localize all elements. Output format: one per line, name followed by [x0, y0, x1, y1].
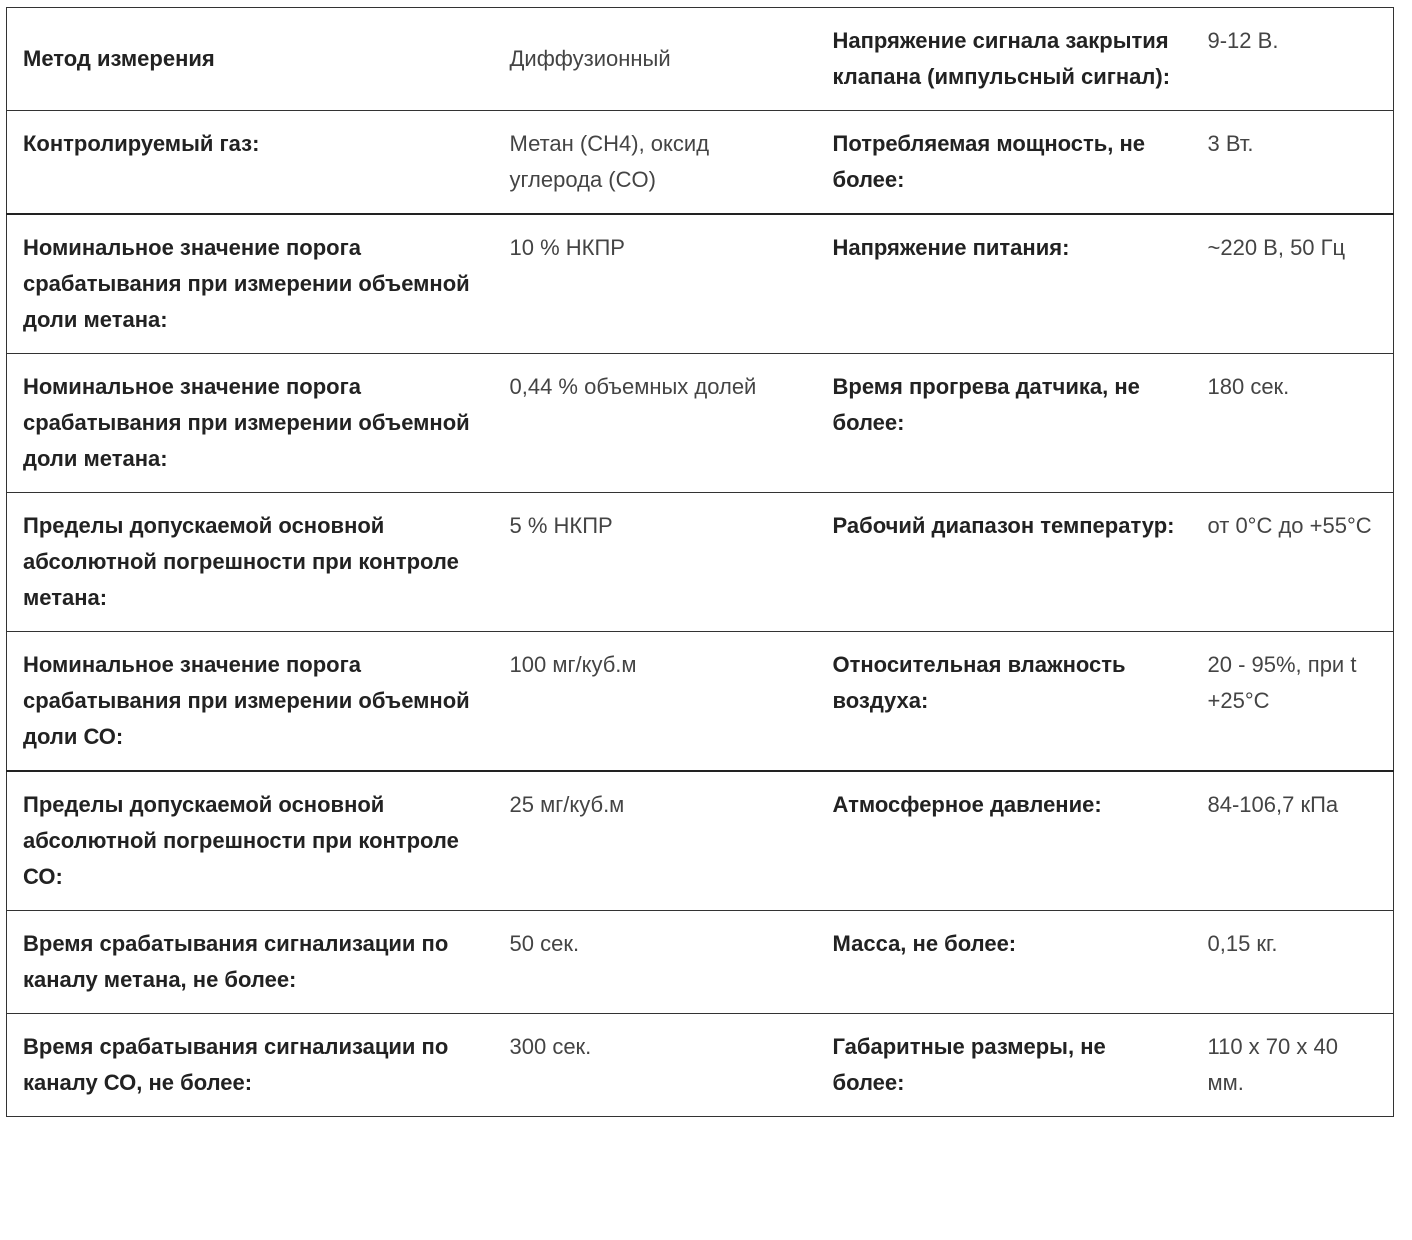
row-value-right: 84-106,7 кПа — [1192, 771, 1394, 911]
row-value-right: 3 Вт. — [1192, 111, 1394, 215]
row-label-left: Номинальное значение порога срабатывания при измерении объемной доли метана: — [7, 214, 494, 354]
row-label-right: Напряжение сигнала закрытия клапана (импульсный сигнал): — [817, 8, 1192, 111]
row-label-left: Пределы допускаемой основной абсолютной погрешности при контроле СО: — [7, 771, 494, 911]
row-value-left: 25 мг/куб.м — [494, 771, 817, 911]
row-label-right: Время прогрева датчика, не более: — [817, 354, 1192, 493]
row-value-left: 100 мг/куб.м — [494, 632, 817, 772]
row-value-left: Метан (CH4), оксид углерода (CO) — [494, 111, 817, 215]
row-value-right: 20 - 95%, при t +25°С — [1192, 632, 1394, 772]
spec-table — [6, 7, 1394, 1117]
row-label-right: Габаритные размеры, не более: — [817, 1014, 1192, 1117]
row-value-right: от 0°С до +55°С — [1192, 493, 1394, 632]
row-label-left: Номинальное значение порога срабатывания при измерении объемной доли СО: — [7, 632, 494, 772]
table-row — [7, 632, 1394, 772]
table-row — [7, 354, 1394, 493]
row-value-right: 0,15 кг. — [1192, 911, 1394, 1014]
row-label-left: Время срабатывания сигнализации по каналу СО, не более: — [7, 1014, 494, 1117]
row-value-left: 10 % НКПР — [494, 214, 817, 354]
row-label-right: Напряжение питания: — [817, 214, 1192, 354]
row-label-left: Номинальное значение порога срабатывания при измерении объемной доли метана: — [7, 354, 494, 493]
table-row — [7, 1014, 1394, 1117]
row-value-right: 180 сек. — [1192, 354, 1394, 493]
row-value-right: 110 х 70 х 40 мм. — [1192, 1014, 1394, 1117]
row-label-left: Пределы допускаемой основной абсолютной погрешности при контроле метана: — [7, 493, 494, 632]
table-row — [7, 493, 1394, 632]
row-value-left: 50 сек. — [494, 911, 817, 1014]
table-row — [7, 911, 1394, 1014]
row-label-right: Потребляемая мощность, не более: — [817, 111, 1192, 215]
row-value-left: 0,44 % объемных долей — [494, 354, 817, 493]
row-value-right: ~220 В, 50 Гц — [1192, 214, 1394, 354]
row-value-left: Диффузионный — [494, 8, 817, 111]
row-value-right: 9-12 В. — [1192, 8, 1394, 111]
table-row — [7, 771, 1394, 911]
table-row — [7, 111, 1394, 215]
table-row — [7, 8, 1394, 111]
row-value-left: 5 % НКПР — [494, 493, 817, 632]
row-value-left: 300 сек. — [494, 1014, 817, 1117]
row-label-left: Время срабатывания сигнализации по каналу метана, не более: — [7, 911, 494, 1014]
row-label-left: Метод измерения — [7, 8, 494, 111]
row-label-right: Масса, не более: — [817, 911, 1192, 1014]
table-row — [7, 214, 1394, 354]
row-label-right: Относительная влажность воздуха: — [817, 632, 1192, 772]
row-label-right: Атмосферное давление: — [817, 771, 1192, 911]
row-label-right: Рабочий диапазон температур: — [817, 493, 1192, 632]
row-label-left: Контролируемый газ: — [7, 111, 494, 215]
